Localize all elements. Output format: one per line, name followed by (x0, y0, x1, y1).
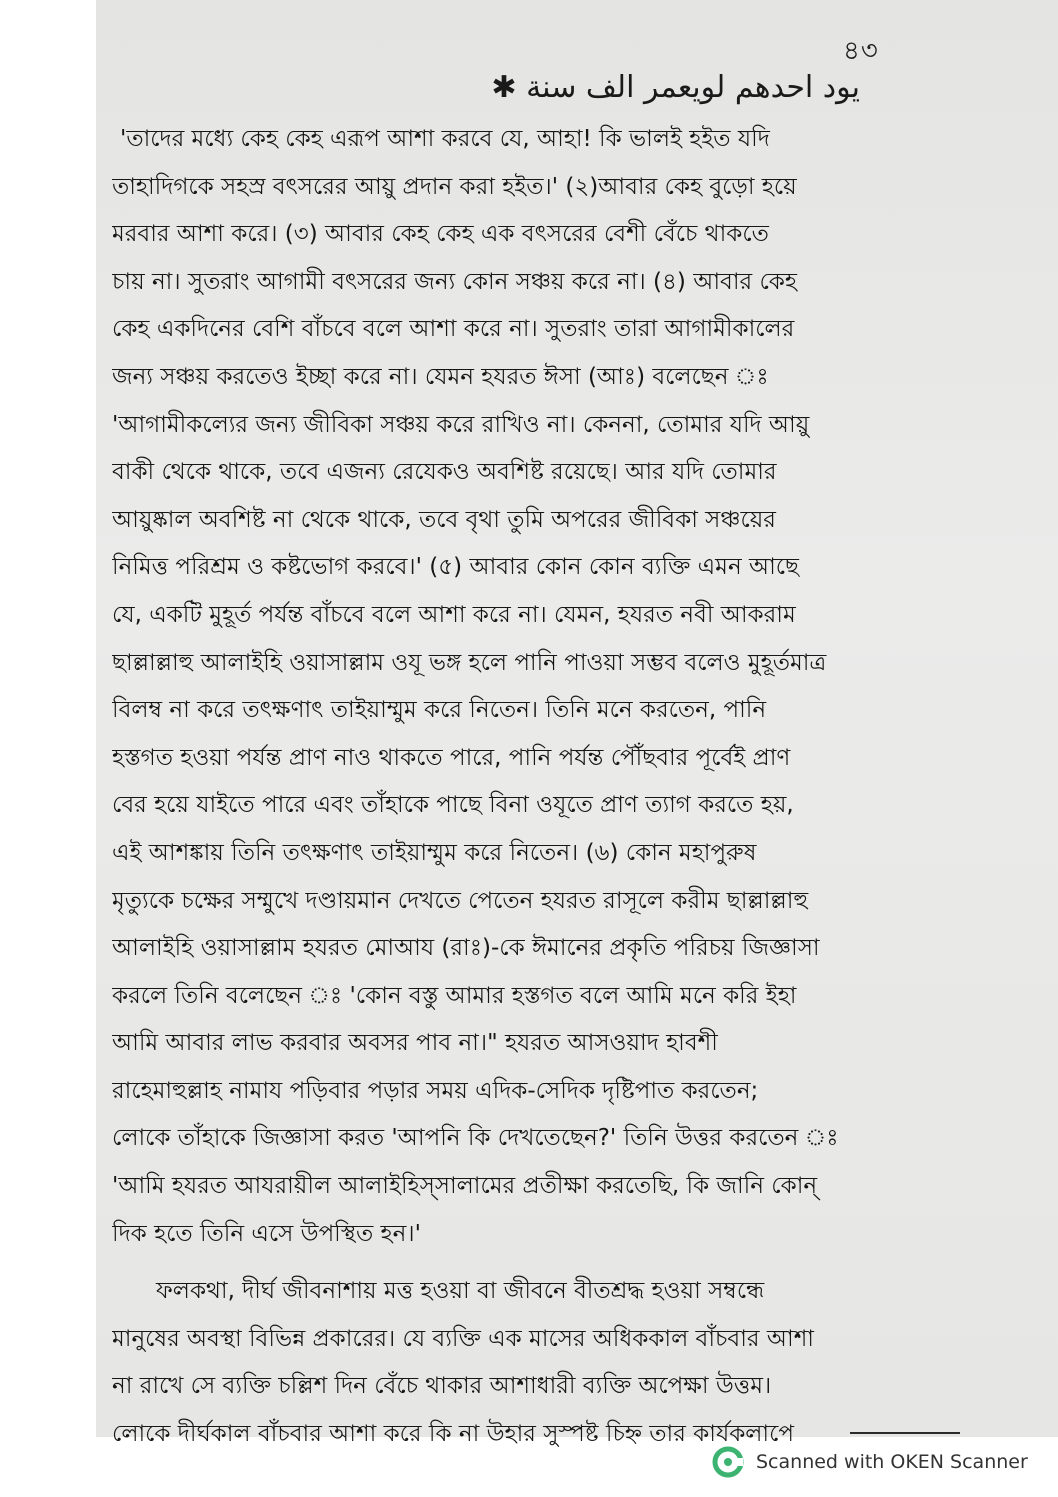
text-line: মৃত্যুকে চক্ষের সম্মুখে দণ্ডায়মান দেখতে পেতেন হযরত রাসূলে করীম ছাল্লাল্লাহু (112, 887, 809, 914)
text-line: বিলম্ব না করে তৎক্ষণাৎ তাইয়াম্মুম করে নিতেন। তিনি মনে করতেন, পানি (112, 697, 767, 724)
text-line: যে, একটি মুহূর্ত পর্যন্ত বাঁচবে বলে আশা করে না। যেমন, হযরত নবী আকরাম (112, 601, 796, 628)
text-line: ছাল্লাল্লাহু আলাইহি ওয়াসাল্লাম ওযূ ভঙ্গ হলে পানি পাওয়া সম্ভব বলেও মুহূর্তমাত্র (112, 649, 827, 676)
text-line: করলে তিনি বলেছেন ঃ 'কোন বস্তু আমার হস্তগত বলে আমি মনে করি ইহা (112, 982, 797, 1009)
text-line: নিমিত্ত পরিশ্রম ও কষ্টভোগ করবে।' (৫) আবার কোন কোন ব্যক্তি এমন আছে (112, 554, 799, 581)
text-line: হস্তগত হওয়া পর্যন্ত প্রাণ নাও থাকতে পারে, পানি পর্যন্ত পৌঁছবার পূর্বেই প্রাণ (112, 744, 791, 771)
text-line: মানুষের অবস্থা বিভিন্ন প্রকারের। যে ব্যক্তি এক মাসের অধিককাল বাঁচবার আশা (112, 1325, 814, 1352)
scanner-logo-icon (712, 1446, 744, 1478)
body-text (112, 116, 892, 1459)
text-line: 'আমি হযরত আযরায়ীল আলাইহিস্সালামের প্রতীক্ষা করতেছি, কি জানি কোন্ (112, 1173, 818, 1200)
text-line: না রাখে সে ব্যক্তি চল্লিশ দিন বেঁচে থাকার আশাধারী ব্যক্তি অপেক্ষা উত্তম। (112, 1373, 772, 1400)
text-line: জন্য সঞ্চয় করতেও ইচ্ছা করে না। যেমন হযরত ঈসা (আঃ) বলেছেন ঃ (112, 363, 769, 390)
text-line: লোকে তাঁহাকে জিজ্ঞাসা করত 'আপনি কি দেখতেছেন?' তিনি উত্তর করতেন ঃ (112, 1125, 839, 1152)
scanner-watermark (712, 1446, 1028, 1478)
text-line: তাহাদিগকে সহস্র বৎসরের আয়ু প্রদান করা হইত।' (২)আবার কেহ বুড়ো হয়ে (112, 173, 797, 200)
text-line: চায় না। সুতরাং আগামী বৎসরের জন্য কোন সঞ্চয় করে না। (৪) আবার কেহ (112, 268, 797, 295)
text-line: 'তাদের মধ্যে কেহ কেহ এরূপ আশা করবে যে, আহা! কি ভালই হইত যদি (120, 126, 770, 152)
arabic-verse-heading: يود احدهم لويعمر الف سنة ✱ (491, 70, 860, 105)
page-bottom-rule (850, 1432, 960, 1434)
text-line: দিক হতে তিনি এসে উপস্থিত হন।' (112, 1220, 421, 1247)
text-line: আয়ুষ্কাল অবশিষ্ট না থেকে থাকে, তবে বৃথা তুমি অপরের জীবিকা সঞ্চয়ের (112, 506, 776, 533)
text-line: আলাইহি ওয়াসাল্লাম হযরত মোআয (রাঃ)-কে ঈমানের প্রকৃতি পরিচয় জিজ্ঞাসা (112, 935, 820, 962)
text-line: মরবার আশা করে। (৩) আবার কেহ কেহ এক বৎসরের বেশী বেঁচে থাকতে (112, 221, 769, 248)
text-line: রাহেমাহুল্লাহ নামায পড়িবার পড়ার সময় এদিক-সেদিক দৃষ্টিপাত করতেন; (112, 1077, 759, 1104)
text-line: বাকী থেকে থাকে, তবে এজন্য রেযেকও অবশিষ্ট রয়েছে। আর যদি তোমার (112, 459, 777, 486)
text-line: ফলকথা, দীর্ঘ জীবনাশায় মত্ত হওয়া বা জীবনে বীতশ্রদ্ধ হওয়া সম্বন্ধে (156, 1278, 765, 1305)
text-line: বের হয়ে যাইতে পারে এবং তাঁহাকে পাছে বিনা ওযূতে প্রাণ ত্যাগ করতে হয়, (112, 792, 794, 819)
text-line: আমি আবার লাভ করবার অবসর পাব না।" হযরত আসওয়াদ হাবশী (112, 1030, 718, 1057)
watermark-text: Scanned with OKEN Scanner (756, 1451, 1028, 1473)
text-line: এই আশঙ্কায় তিনি তৎক্ষণাৎ তাইয়াম্মুম করে নিতেন। (৬) কোন মহাপুরুষ (112, 839, 757, 866)
text-line: লোকে দীর্ঘকাল বাঁচবার আশা করে কি না উহার সুস্পষ্ট চিহ্ন তার কার্যকলাপে (112, 1421, 794, 1448)
text-line: 'আগামীকল্যের জন্য জীবিকা সঞ্চয় করে রাখিও না। কেননা, তোমার যদি আয়ু (112, 411, 810, 438)
text-line: কেহ একদিনের বেশি বাঁচবে বলে আশা করে না। সুতরাং তারা আগামীকালের (112, 316, 795, 343)
page-number: ৪৩ (843, 36, 879, 66)
